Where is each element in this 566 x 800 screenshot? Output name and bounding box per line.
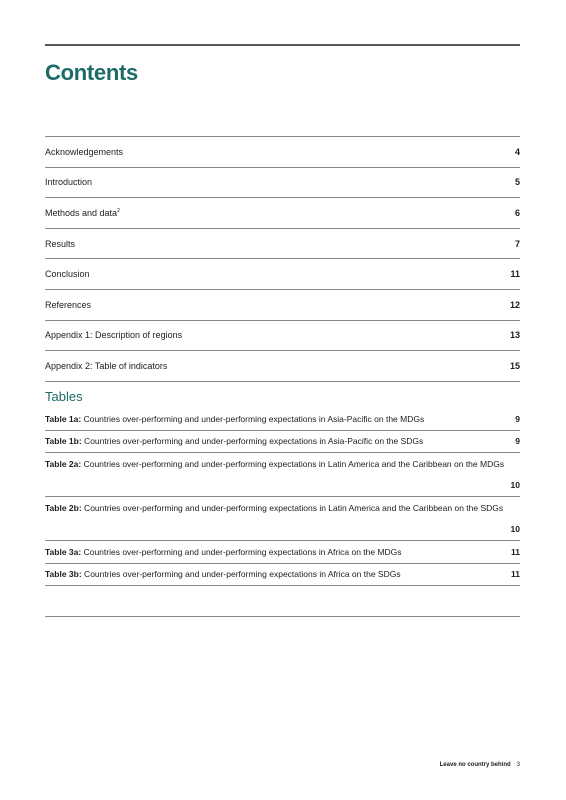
table-entry-text (45, 414, 424, 424)
toc-entry-page: 13 (509, 330, 520, 341)
toc-entry-acknowledgements[interactable] (45, 137, 520, 168)
toc-entry-label: Methods and data (45, 207, 118, 218)
toc-entry-label: Results (45, 238, 76, 249)
toc-entry-page: 4 (514, 146, 520, 157)
table-entry-text (45, 569, 401, 579)
toc-entry-page: 6 (514, 207, 520, 218)
table-entry-label: Table 1b: (45, 436, 82, 447)
toc-entry-page: 15 (509, 360, 520, 371)
table-entry-label: Table 2a: (45, 459, 82, 469)
footnote-marker: 2 (117, 207, 120, 214)
table-entry-label: Table 3a: (45, 546, 82, 557)
table-entry-3b[interactable] (45, 564, 520, 587)
toc-entry-appendix-1[interactable] (45, 321, 520, 352)
toc-entry-label: References (45, 299, 92, 310)
footer-title: Leave no country behind (439, 762, 511, 768)
table-entry-text (45, 436, 423, 446)
page-title: Contents (45, 60, 138, 85)
table-entry-desc: Countries over-performing and under-performing expectations in Asia-Pacific on the SDGs (81, 436, 424, 447)
toc-entry-results[interactable] (45, 229, 520, 260)
table-entry-text (45, 547, 402, 557)
toc-entry-label: Acknowledgements (45, 146, 124, 157)
toc-entry-introduction[interactable] (45, 168, 520, 199)
toc-entry-appendix-2[interactable] (45, 351, 520, 382)
toc-entry-page: 12 (509, 299, 520, 310)
table-entry-page: 9 (515, 436, 520, 447)
toc-entry-label: Introduction (45, 177, 93, 188)
table-entry-text (45, 503, 503, 513)
toc-entry-page: 5 (514, 177, 520, 188)
footer-page-number: 3 (516, 762, 520, 768)
table-entry-page: 11 (511, 546, 520, 557)
top-rule (45, 44, 520, 46)
table-entry-label: Table 2b: (45, 503, 82, 513)
toc-entry-label: Appendix 2: Table of indicators (45, 360, 168, 371)
toc-entry-references[interactable] (45, 290, 520, 321)
table-entry-page: 10 (510, 524, 520, 534)
table-entry-2a[interactable] (45, 453, 520, 497)
table-entry-1b[interactable] (45, 431, 520, 454)
toc-entry-label: Appendix 1: Description of regions (45, 330, 183, 341)
toc-entry-conclusion[interactable] (45, 259, 520, 290)
toc-entry-label: Conclusion (45, 269, 90, 280)
contents-list (45, 136, 520, 382)
toc-entry-page: 7 (514, 238, 520, 249)
table-entry-1a[interactable] (45, 408, 520, 431)
table-entry-label: Table 3b: (45, 569, 82, 580)
table-entry-desc: Countries over-performing and under-performing expectations in Asia-Pacific on the MDGs (81, 413, 425, 424)
table-entry-label: Table 1a: (45, 413, 82, 424)
table-entry-desc: Countries over-performing and under-performing expectations in Latin America and the Caribbean on the SDGs (81, 503, 504, 513)
table-entry-desc: Countries over-performing and under-performing expectations in Africa on the SDGs (81, 569, 401, 580)
table-entry-desc: Countries over-performing and under-performing expectations in Latin America and the Caribbean on the MDGs (81, 459, 505, 469)
tables-list (45, 408, 520, 586)
table-entry-2b[interactable] (45, 497, 520, 541)
tables-heading: Tables (45, 389, 83, 404)
table-entry-page: 10 (510, 480, 520, 490)
page-footer (440, 762, 520, 768)
toc-entry-page: 11 (510, 269, 520, 280)
table-entry-3a[interactable] (45, 541, 520, 564)
toc-entry-label-wrap (45, 208, 120, 218)
table-entry-text (45, 459, 504, 469)
table-entry-desc: Countries over-performing and under-performing expectations in Africa on the MDGs (81, 546, 402, 557)
bottom-rule (45, 616, 520, 617)
toc-entry-methods-and-data[interactable] (45, 198, 520, 229)
table-entry-page: 9 (515, 413, 520, 424)
table-entry-page: 11 (511, 569, 520, 580)
